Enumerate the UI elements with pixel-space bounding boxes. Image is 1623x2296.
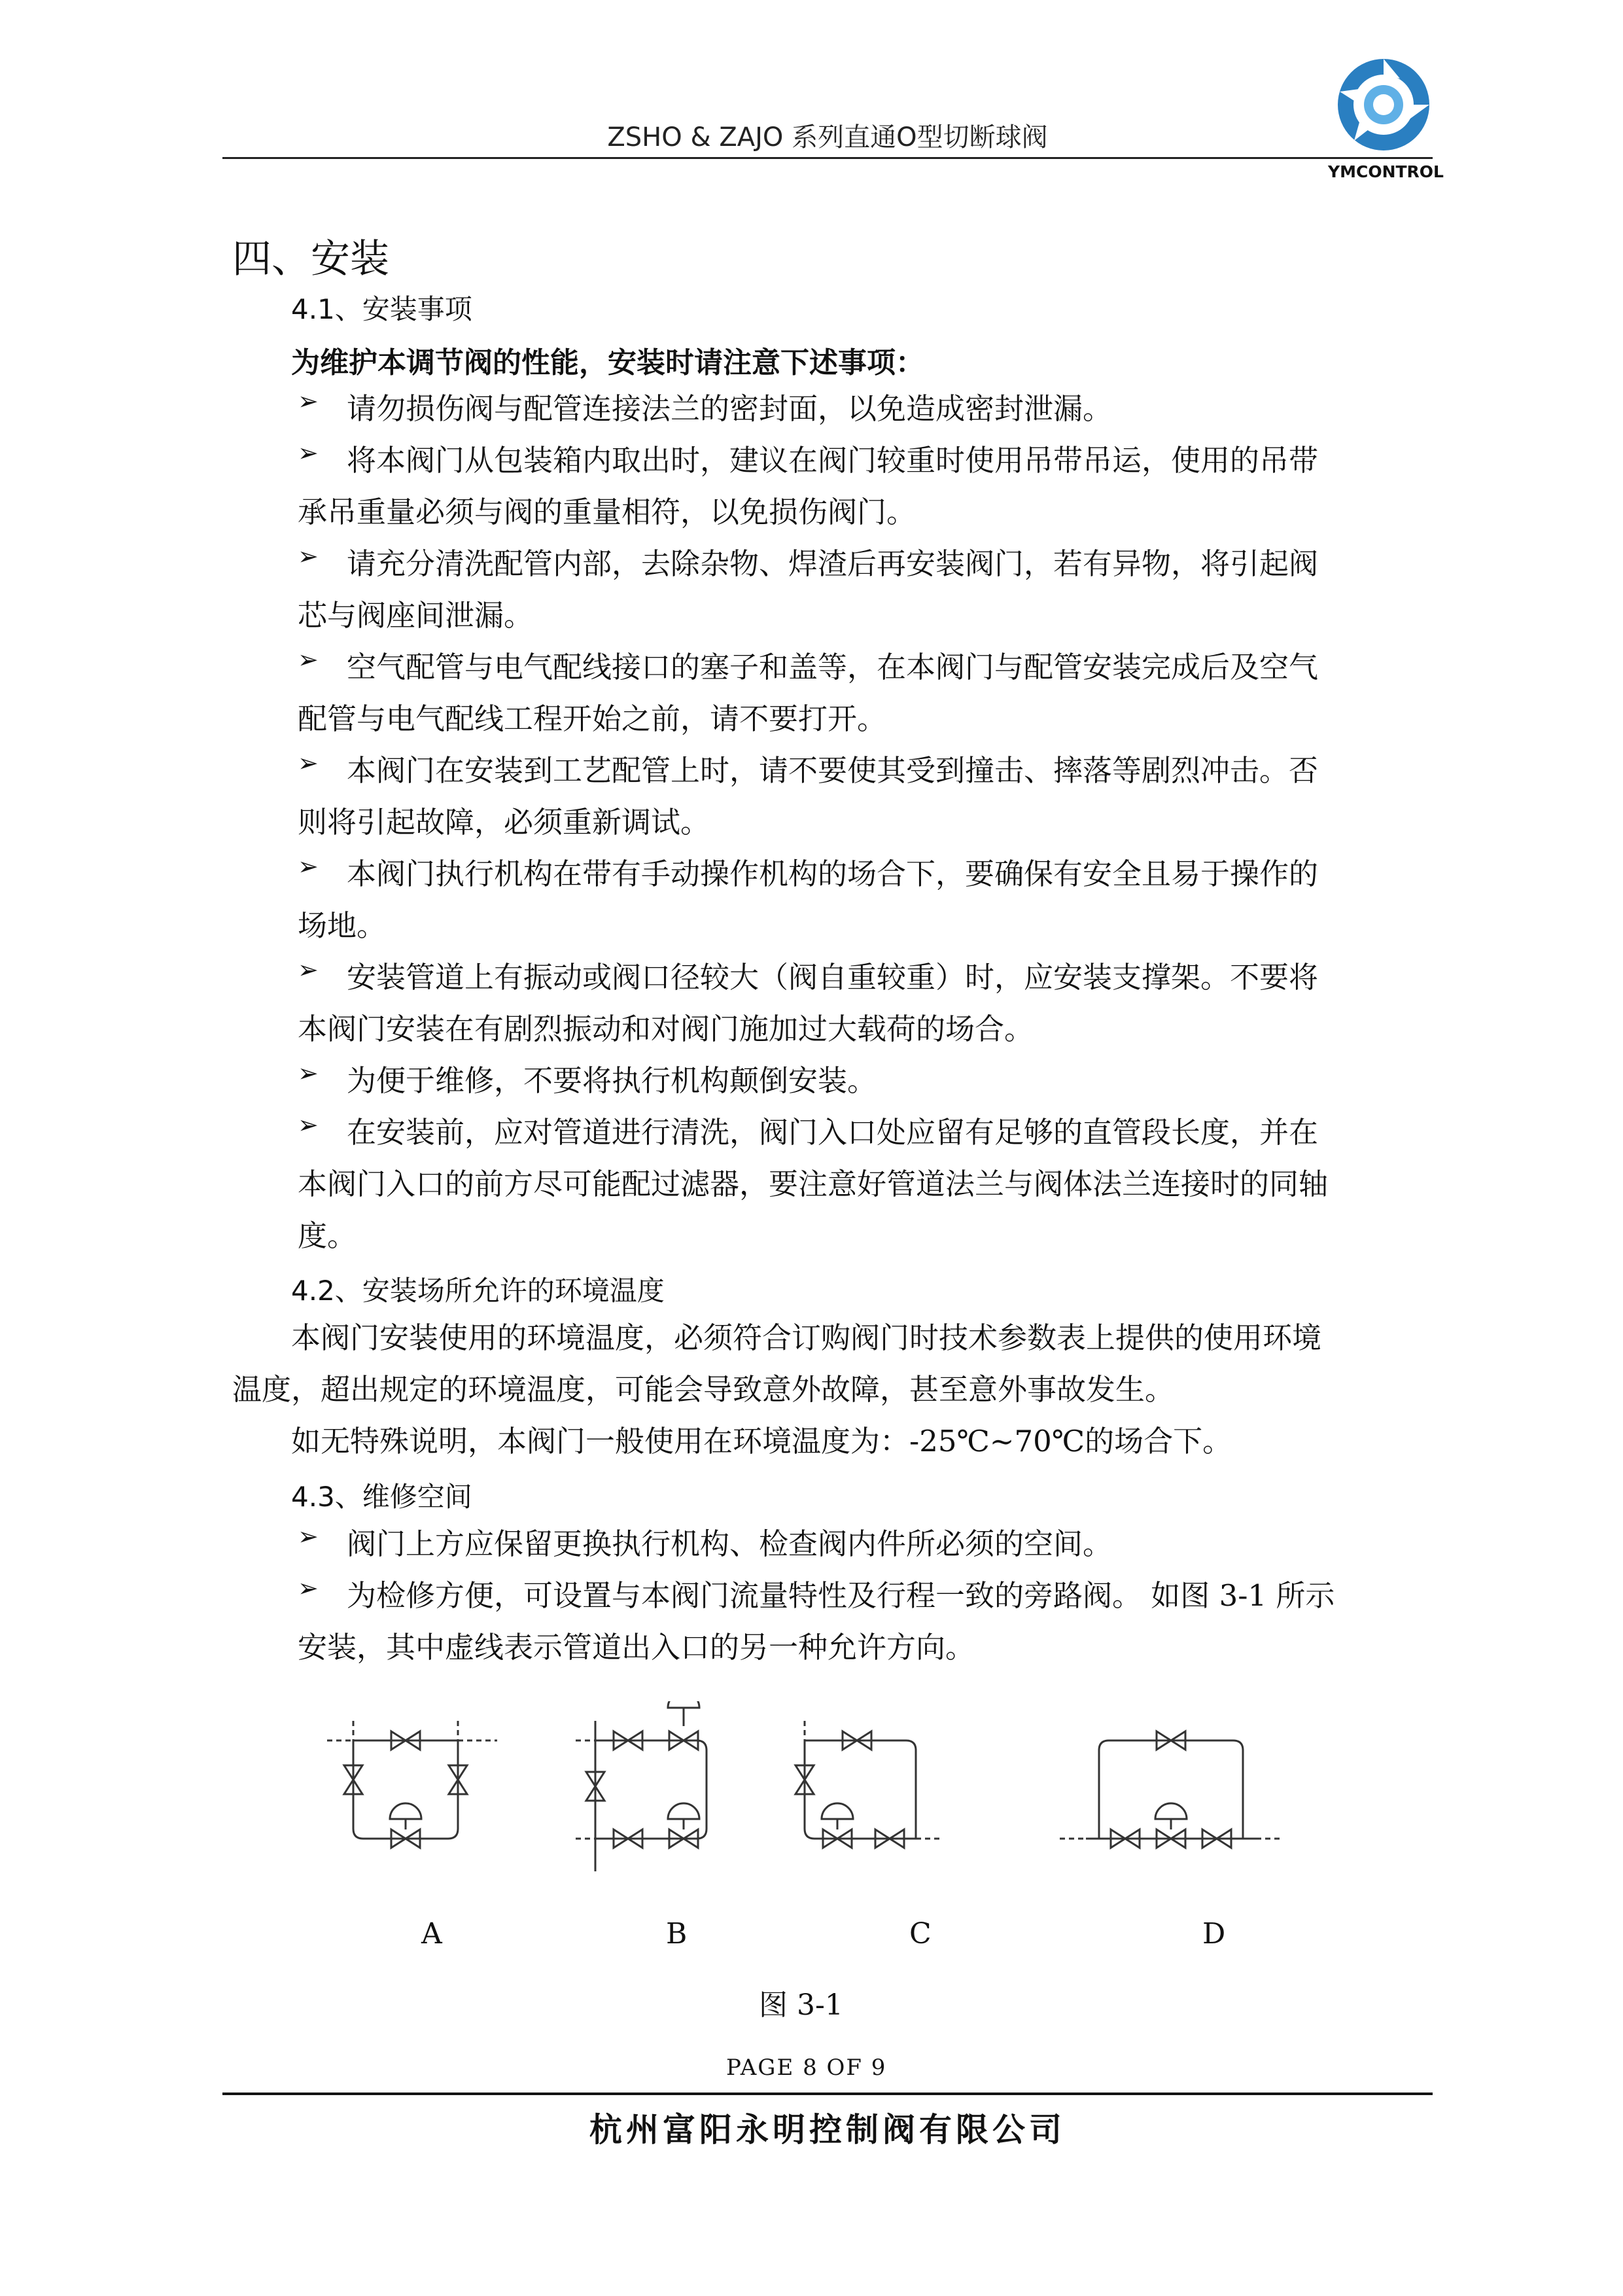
list-item: [298, 1055, 1436, 1106]
diagram-label-d: D: [1202, 1917, 1226, 1951]
list-item-text: 请勿损伤阀与配管连接法兰的密封面，以免造成密封泄漏。: [347, 391, 1113, 426]
list-item-text: 为便于维修，不要将执行机构颠倒安装。: [347, 1063, 877, 1098]
logo-text: YMCONTROL: [1328, 162, 1444, 181]
install-notice-intro: 为维护本调节阀的性能，安装时请注意下述事项：: [291, 346, 924, 380]
list-item-text: 请充分清洗配管内部，去除杂物、焊渣后再安装阀门，若有异物，将引起阀: [347, 546, 1319, 581]
bullet-arrow-icon: ➢: [298, 1110, 319, 1139]
list-item: [298, 383, 1436, 434]
subsection-4-3-title: 4.3、维修空间: [291, 1481, 472, 1513]
list-item: [298, 1518, 1436, 1570]
diagram-label-b: B: [666, 1917, 688, 1951]
header-title: ZSHO & ZAJO 系列直通O型切断球阀: [607, 122, 1048, 152]
list-item-text: 配管与电气配线工程开始之前，请不要打开。: [298, 701, 887, 736]
page-number: PAGE 8 OF 9: [726, 2055, 887, 2081]
bullet-arrow-icon: ➢: [298, 438, 319, 467]
paragraph: 温度，超出规定的环境温度，可能会导致意外故障，甚至意外事故发生。: [232, 1372, 1175, 1407]
list-item-text: 本阀门入口的前方尽可能配过滤器，要注意好管道法兰与阀体法兰连接时的同轴: [298, 1167, 1329, 1201]
list-item: [298, 745, 1436, 848]
diagram-label-a: A: [421, 1917, 442, 1951]
bullet-arrow-icon: ➢: [298, 1522, 319, 1551]
list-item-text: 则将引起故障，必须重新调试。: [298, 805, 710, 839]
list-item-text: 本阀门安装在有剧烈振动和对阀门施加过大载荷的场合。: [298, 1012, 1034, 1046]
bullet-arrow-icon: ➢: [298, 955, 319, 984]
paragraph: 如无特殊说明，本阀门一般使用在环境温度为：-25℃~70℃的场合下。: [291, 1424, 1232, 1458]
list-item-text: 本阀门执行机构在带有手动操作机构的场合下，要确保有安全且易于操作的: [347, 857, 1319, 891]
bullet-arrow-icon: ➢: [298, 1574, 319, 1602]
ymcontrol-logo: [1328, 52, 1444, 183]
bullet-arrow-icon: ➢: [298, 1059, 319, 1087]
list-item-text: 场地。: [298, 908, 387, 943]
list-item-text: 在安装前，应对管道进行清洗，阀门入口处应留有足够的直管段长度，并在: [347, 1115, 1319, 1150]
diagram-d: [1060, 1731, 1282, 1848]
header-rule: [222, 157, 1433, 159]
paragraph: 本阀门安装使用的环境温度，必须符合订购阀门时技术参数表上提供的使用环境: [291, 1320, 1322, 1355]
list-item-text: 安装管道上有振动或阀口径较大（阀自重较重）时，应安装支撑架。不要将: [347, 960, 1319, 995]
company-name: 杭州富阳永明控制阀有限公司: [589, 2111, 1066, 2149]
list-item-text: 本阀门在安装到工艺配管上时，请不要使其受到撞击、摔落等剧烈冲击。否: [347, 753, 1319, 788]
list-item: [298, 1570, 1436, 1673]
list-item: [298, 951, 1436, 1055]
list-item-text: 将本阀门从包装箱内取出时，建议在阀门较重时使用吊带吊运，使用的吊带: [347, 443, 1319, 478]
diagram-a: [327, 1721, 497, 1848]
list-item: [298, 848, 1436, 951]
bullet-arrow-icon: ➢: [298, 749, 319, 777]
footer-rule: [222, 2093, 1433, 2095]
bullet-arrow-icon: ➢: [298, 852, 319, 881]
list-item: [298, 1106, 1436, 1262]
logo-swirl-icon: [1328, 52, 1439, 160]
list-item-text: 空气配管与电气配线接口的塞子和盖等，在本阀门与配管安装完成后及空气: [347, 650, 1319, 684]
figure-caption: 图 3-1: [759, 1988, 843, 2022]
list-item-text: 安装，其中虚线表示管道出入口的另一种允许方向。: [298, 1630, 975, 1665]
list-item-text: 阀门上方应保留更换执行机构、检查阀内件所必须的空间。: [347, 1527, 1113, 1561]
list-item: [298, 641, 1436, 745]
bullet-arrow-icon: ➢: [298, 542, 319, 571]
diagram-label-c: C: [909, 1917, 932, 1951]
list-item-text: 度。: [298, 1218, 357, 1253]
section-heading: 四、安装: [232, 236, 389, 282]
bullet-arrow-icon: ➢: [298, 387, 319, 415]
bypass-valve-diagram: [307, 1701, 1328, 1911]
list-item: [298, 434, 1436, 538]
list-item-text: 芯与阀座间泄漏。: [298, 598, 534, 633]
list-item-text: 为检修方便，可设置与本阀门流量特性及行程一致的旁路阀。 如图 3-1 所示: [347, 1578, 1335, 1613]
diagram-c: [795, 1721, 942, 1848]
list-item: [298, 538, 1436, 641]
bullet-arrow-icon: ➢: [298, 645, 319, 674]
list-item-text: 承吊重量必须与阀的重量相符，以免损伤阀门。: [298, 495, 916, 529]
diagram-b: [576, 1701, 707, 1871]
subsection-4-1-title: 4.1、安装事项: [291, 293, 472, 325]
subsection-4-2-title: 4.2、安装场所允许的环境温度: [291, 1275, 665, 1307]
